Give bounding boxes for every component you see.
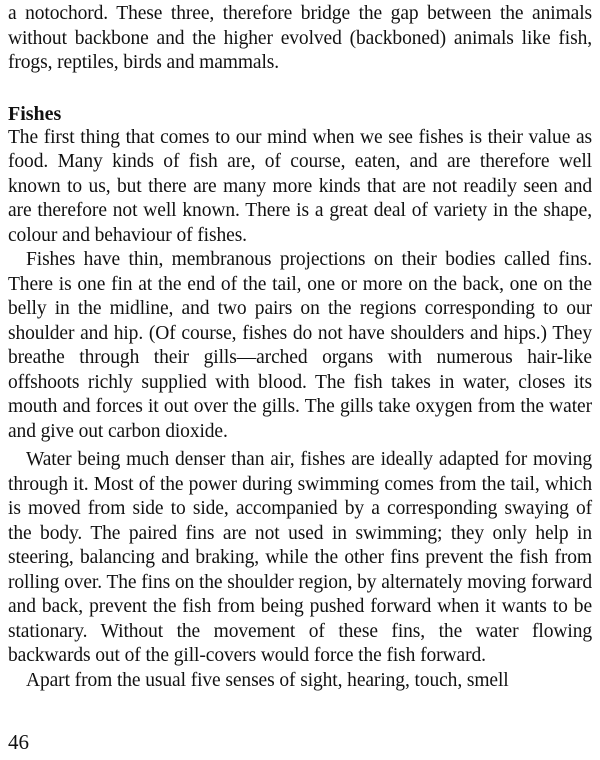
body-paragraph-3: Water being much denser than air, fishes are ideally adapted for moving through it. Most of the power during swimming comes from the tail, which is moved from side to side, accompanied by a corresponding swaying of the body. The paired fins are not used in swimming; they only help in steering, balancing and braking, while the other fins prevent the fish from rolling over. The fins on the shoulder region, by alternately moving forward and back, prevent the fish from being pushed forward when it wants to be stationary. Without the movement of these fins, the water flowing backwards out of the gill-covers would force the fish forward. bbox=[8, 449, 592, 666]
book-page bbox=[8, 0, 592, 760]
body-paragraph-4: Apart from the usual five senses of sight, hearing, touch, smell bbox=[26, 669, 509, 691]
body-paragraph-1: The first thing that comes to our mind when we see fishes is their value as food. Many kinds of fish are, of course, eaten, and are therefore well known to us, but there are many more kinds that are not readily seen and are therefore not well known. There is a great deal of variety in the shape, colour and behaviour of fishes. bbox=[8, 126, 592, 246]
intro-paragraph: a notochord. These three, therefore bridge the gap between the animals without backbone and the higher evolved (backboned) animals like fish, frogs, reptiles, birds and mammals. bbox=[8, 3, 592, 73]
page-number: 46 bbox=[8, 730, 29, 754]
section-heading: Fishes bbox=[8, 102, 62, 125]
body-paragraph-2: Fishes have thin, membranous projections on their bodies called fins. There is one fin at the end of the tail, one or more on the back, one on the belly in the midline, and two pairs on the regions corresponding to our shoulder and hip. (Of course, fishes do not have shoulders and hips.) They breathe through their gills—arched organs with numerous hair-like offshoots richly supplied with blood. The fish takes in water, closes its mouth and forces it out over the gills. The gills take oxygen from the water and give out carbon dioxide. bbox=[8, 249, 592, 442]
